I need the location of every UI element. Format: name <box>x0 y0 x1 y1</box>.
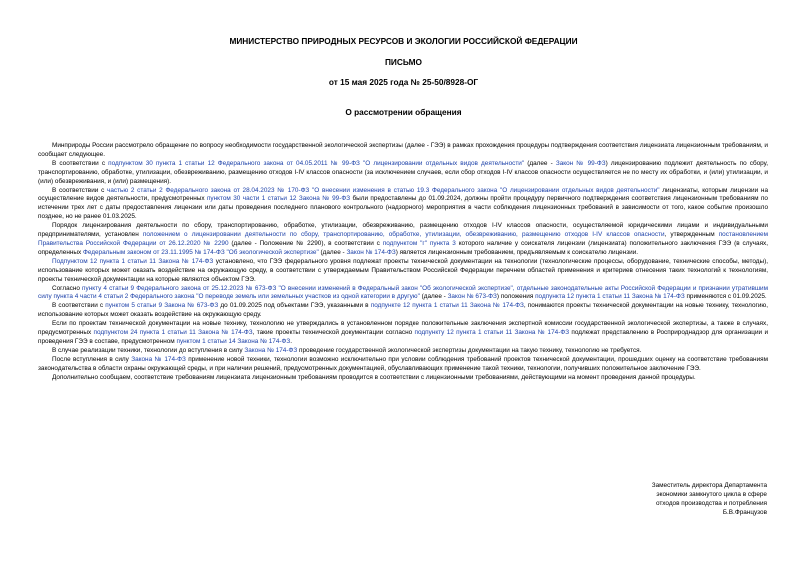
paragraph-4: Порядок лицензирования деятельности по сбору, транспортированию, обработке, утилизации, обезвреживанию, размещению отходов I-IV классов опасности, осуществляемой юридическими лицами и индивидуальными предпринимателями, установлен положением о лицензировании деятельности по сбору, транспортированию, обработке, утилизации, обезвреживанию, размещению отходов I-IV классов опасности, утвержденным постановлением Правительства Российской Федерации от 26.12.2020 № 2290 (далее - Положение № 2290), в соответствии с подпунктом "г" пункта 3 которого наличие у соискателя лицензии (лицензиата) положительного заключения ГЭЭ (в случаях, определенных Федеральным законом от 23.11.1995 № 174-ФЗ "Об экологической экспертизе" (далее - Закон № 174-ФЗ) является лицензионным требованием, предъявляемым к соискателю лицензии. <box>38 222 768 256</box>
law-link[interactable]: подпунктом "г" пункта 3 <box>382 239 456 247</box>
law-link[interactable]: пунктом 1 статьи 14 Закона № 174-ФЗ <box>176 337 291 345</box>
paragraph-3: В соответствии с частью 2 статьи 2 Федерального закона от 28.04.2023 № 170-ФЗ "О внесении изменения в статью 19.3 Федерального закона "О лицензировании отдельных видов деятельности" лицензиаты, которым лицензии на осуществление видов деятельности, предусмотренных пунктом 30 части 1 статьи 12 Закона № 99-ФЗ были предоставлены до 01.09.2024, должны пройти процедуру первичного подтверждения соответствия лицензионным требованиям по истечении трех лет с даты предоставления лицензии или даты проведения последнего планового контрольного (надзорного) мероприятия в части соблюдения лицензионных требований в зависимости от того, какое событие произошло позднее, но не ранее 01.03.2025. <box>38 186 769 221</box>
law-link[interactable]: Закон № 673-ФЗ <box>447 293 497 301</box>
document-date-number: от 15 мая 2025 года № 25-50/8928-ОГ <box>328 77 479 87</box>
paragraph-8: Если по проектам технической документации на новые технику, технологию не утверждались в установленном порядке положительные заключения экспертной комиссии государственной экологической экспертизы, а также в случаях, предусмотренных подпунктом 24 пункта 1 статьи 11 Закона № 174-ФЗ, такие проекты технической документации согласно подпункту 12 пункта 1 статьи 11 Закона № 174-ФЗ подлежат представлению в Росприроднадзор для организации и проведения ГЭЭ в составе, предусмотренном пунктом 1 статьи 14 Закона № 174-ФЗ. <box>38 320 769 345</box>
paragraph-1: Минприроды России рассмотрело обращение по вопросу необходимости государственной экологической экспертизы (далее - ГЭЭ) в рамках прохождения процедуры подтверждения соответствия лицензиата лицензионным требованиям, и сообщает следующее. <box>38 142 768 158</box>
law-link[interactable]: Федеральным законом от 23.11.1995 № 174-ФЗ "Об экологической экспертизе" <box>82 248 319 256</box>
law-link[interactable]: пунктом 5 статьи 9 Закона № 673-ФЗ <box>105 302 219 310</box>
law-link[interactable]: Закона № 174-ФЗ <box>131 355 186 363</box>
paragraph-2: В соответствии с подпунктом 30 пункта 1 статьи 12 Федерального закона от 04.05.2011 № 99-ФЗ "О лицензировании отдельных видов деятельности" (далее - Закон № 99-ФЗ) лицензированию подлежит деятельность по сбору, транспортированию, обработке, утилизации, обезвреживанию, размещению отходов I-IV классов опасности (за исключением случаев, если сбор отходов I-IV классов опасности осуществляется не по месту их обработки, и (или) утилизации, и (или) обезвреживания, и (или) размещения). <box>38 159 768 185</box>
law-link[interactable]: подпунктом 24 пункта 1 статьи 11 Закона № 174-ФЗ <box>93 329 253 337</box>
law-link[interactable]: постановлением Правительства Российской Федерации от 26.12.2020 № 2290 <box>38 231 768 247</box>
law-link[interactable]: подпункта 12 пункта 1 статьи 11 Закона № 174-ФЗ <box>535 293 685 301</box>
signatory-position-line-1: Заместитель директора Департамента <box>651 482 767 489</box>
ministry-heading: МИНИСТЕРСТВО ПРИРОДНЫХ РЕСУРСОВ И ЭКОЛОГИИ РОССИЙСКОЙ ФЕДЕРАЦИИ <box>229 36 578 46</box>
law-link[interactable]: пунктом 30 части 1 статьи 12 Закона № 99-ФЗ <box>206 195 351 203</box>
law-link[interactable]: Подпунктом 12 пункта 1 статьи 11 Закона № 174-ФЗ <box>52 257 214 265</box>
law-link[interactable]: Закон № 99-ФЗ <box>555 159 606 167</box>
letter-body <box>38 142 768 382</box>
law-link[interactable]: положением о лицензировании деятельности по сбору, транспортированию, обработке, утилизации, обезвреживанию, размещению отходов I-IV классов опасности <box>142 231 665 239</box>
paragraph-7: В соответствии с пунктом 5 статьи 9 Закона № 673-ФЗ до 01.09.2025 под объектами ГЭЭ, указанными в подпункте 12 пункта 1 статьи 11 Закона № 174-ФЗ, понимаются проекты технической документации на новые технику, технологию, использование которых может оказать воздействие на окружающую среду. <box>38 302 768 319</box>
document-type: ПИСЬМО <box>384 57 423 67</box>
law-link[interactable]: Закона № 174-ФЗ <box>244 346 298 354</box>
law-link[interactable]: подпункту 12 пункта 1 статьи 11 Закона № 174-ФЗ <box>414 329 570 337</box>
paragraph-11: Дополнительно сообщаем, соответствие требованиям лицензиата лицензионным требованиям проводится в соответствии с лицензионными требованиями, действующими на момент проведения данной процедуры. <box>52 373 696 381</box>
signature-block <box>567 482 767 518</box>
signatory-position-line-3: отходов производства и потребления <box>655 499 767 507</box>
law-link[interactable]: Закон № 174-ФЗ <box>346 248 396 256</box>
signatory-name: Б.В.Французов <box>722 508 767 516</box>
signatory-position-line-2: экономики замкнутого цикла в сфере <box>656 490 767 498</box>
paragraph-5: Подпунктом 12 пункта 1 статьи 11 Закона № 174-ФЗ установлено, что ГЭЭ федерального уровня подлежат проекты технической документации на технологии (технологические процессы, оборудование, технические способы, методы), использование которых может оказать воздействие на окружающую среду, в соответствии с утверждаемым Правительством Российской Федерации перечнем областей применения и критериев отнесения таких технологий к технологиям, проекты технической документации на которые являются объектом ГЭЭ. <box>38 257 768 283</box>
document-subject: О рассмотрении обращения <box>345 107 462 117</box>
paragraph-9: В случае реализации техники, технологии до вступления в силу Закона № 174-ФЗ проведение государственной экологической экспертизы документации на такую технику, технологию не требуется. <box>52 346 642 354</box>
paragraph-6: Согласно пункту 4 статьи 9 Федерального закона от 25.12.2023 № 673-ФЗ "О внесении изменений в Федеральный закон "Об экологической экспертизе", отдельные законодательные акты Российской Федерации и признании утратившим силу пункта 4 части 4 статьи 2 Федерального закона "О переводе земель или земельных участков из одной категории в другую" (далее - Закон № 673-ФЗ) положения подпункта 12 пункта 1 статьи 11 Закона № 174-ФЗ применяются с 01.09.2025. <box>38 284 768 301</box>
paragraph-10: После вступления в силу Закона № 174-ФЗ применение новой техники, технологии возможно исключительно при условии соблюдения требований проектов технической документации, прошедших оценку на соответствие требованиям законодательства в области охраны окружающей среды, и при наличии решений, предусмотренных документацией, обуславливающих применение такой техники, технологии, получивших положительное заключение ГЭЭ. <box>38 355 769 372</box>
law-link[interactable]: пункту 4 статьи 9 Федерального закона от 25.12.2023 № 673-ФЗ "О внесении изменений в Федеральный закон "Об экологической экспертизе", отдельные законодательные акты Российской Федерации и признании утратившим силу пункта 4 части 4 статьи 2 Федерального закона "О переводе земель или земельных участков из одной категории в другую" <box>38 284 768 301</box>
law-link[interactable]: частью 2 статьи 2 Федерального закона от 28.04.2023 № 170-ФЗ "О внесении изменения в статью 19.3 Федерального закона "О лицензировании отдельных видов деятельности" <box>107 186 660 194</box>
law-link[interactable]: подпунктом 30 пункта 1 статьи 12 Федерального закона от 04.05.2011 № 99-ФЗ "О лицензировании отдельных видов деятельности" <box>108 159 525 167</box>
law-link[interactable]: подпункте 12 пункта 1 статьи 11 Закона № 174-ФЗ <box>370 302 524 310</box>
